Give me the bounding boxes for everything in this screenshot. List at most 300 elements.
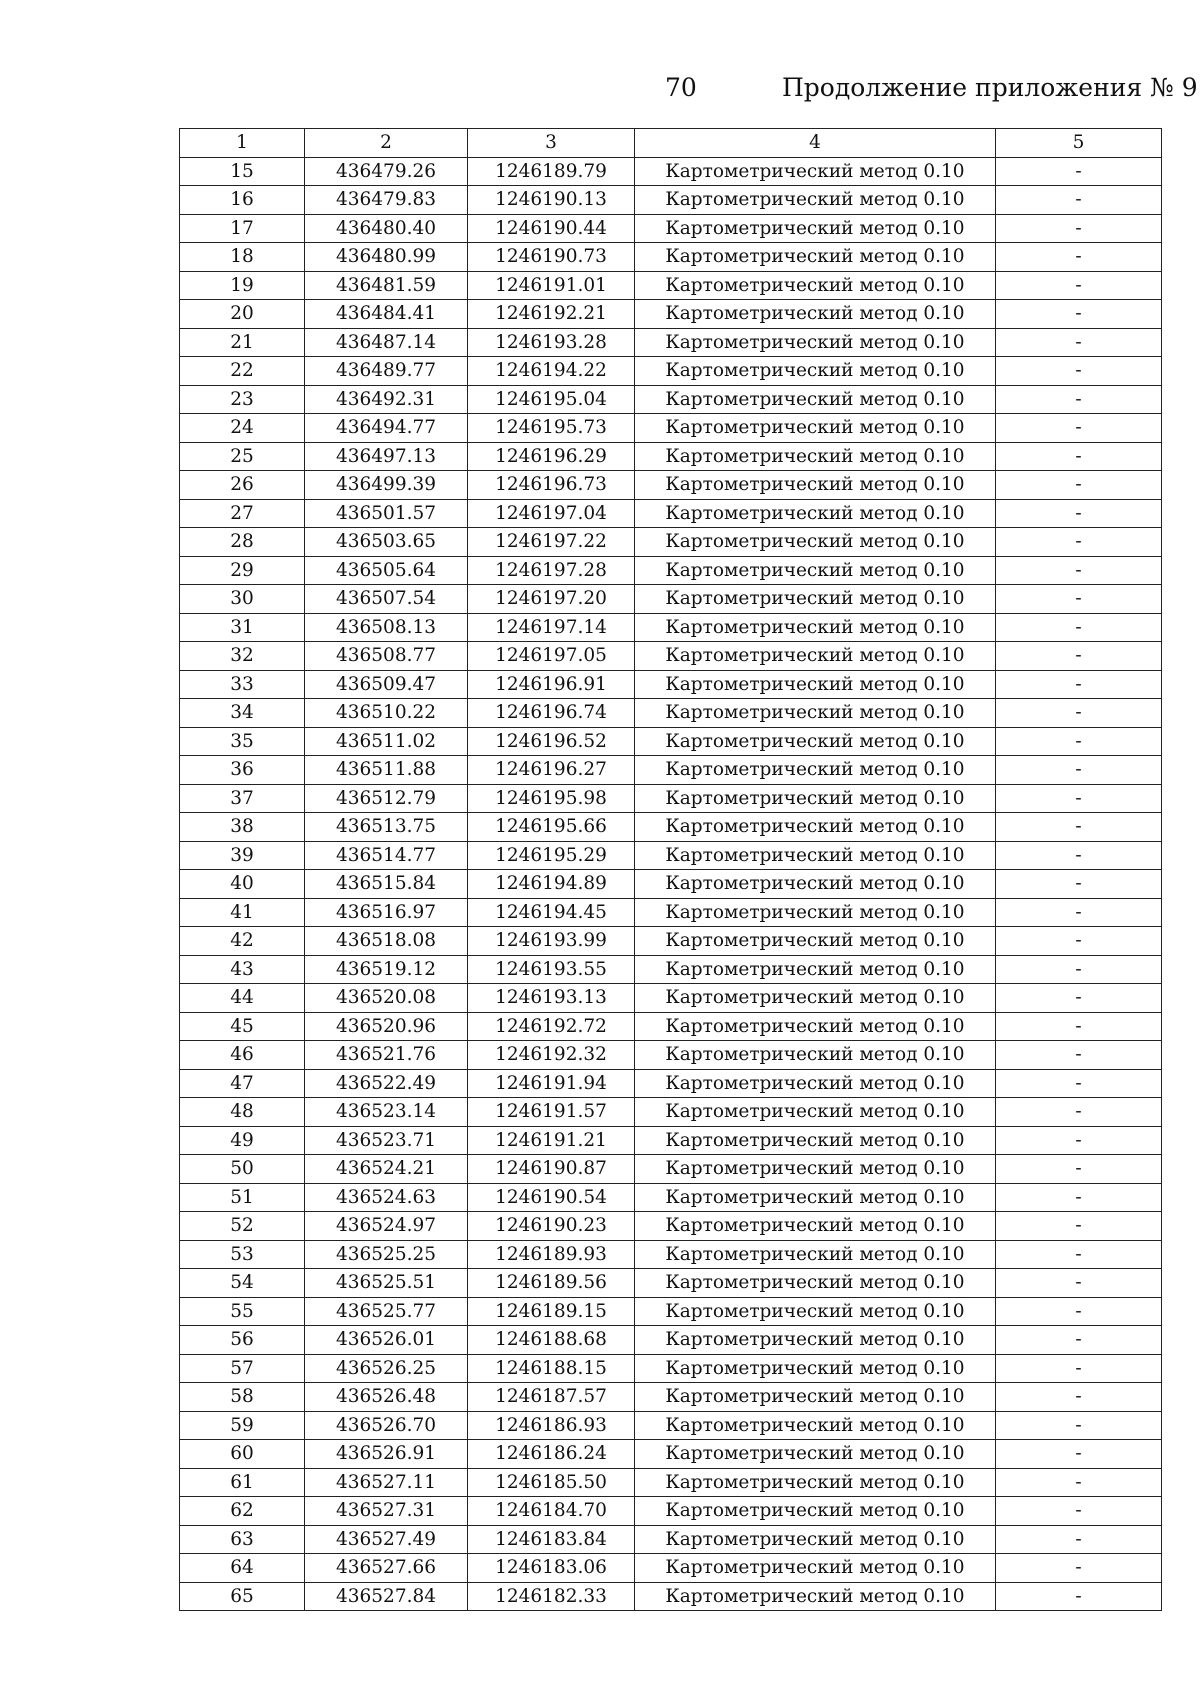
table-row (180, 898, 1162, 927)
table-row (180, 1383, 1162, 1412)
point-number-cell: 18 (180, 243, 305, 272)
y-coordinate-cell: 1246190.73 (468, 243, 635, 272)
point-number-cell: 35 (180, 727, 305, 756)
table-row (180, 813, 1162, 842)
y-coordinate-cell: 1246185.50 (468, 1468, 635, 1497)
table-row (180, 870, 1162, 899)
table-row (180, 756, 1162, 785)
method-cell: Картометрический метод 0.10 (635, 499, 996, 528)
table-row (180, 727, 1162, 756)
point-number-cell: 32 (180, 642, 305, 671)
method-cell: Картометрический метод 0.10 (635, 670, 996, 699)
y-coordinate-cell: 1246193.28 (468, 328, 635, 357)
note-cell: - (996, 442, 1162, 471)
x-coordinate-cell: 436524.97 (305, 1212, 468, 1241)
x-coordinate-cell: 436507.54 (305, 585, 468, 614)
x-coordinate-cell: 436511.02 (305, 727, 468, 756)
y-coordinate-cell: 1246195.04 (468, 385, 635, 414)
table-row (180, 300, 1162, 329)
x-coordinate-cell: 436524.21 (305, 1155, 468, 1184)
point-number-cell: 59 (180, 1411, 305, 1440)
point-number-cell: 49 (180, 1126, 305, 1155)
point-number-cell: 16 (180, 186, 305, 215)
page-header (665, 68, 1198, 108)
point-number-cell: 46 (180, 1041, 305, 1070)
table-row (180, 1098, 1162, 1127)
x-coordinate-cell: 436480.99 (305, 243, 468, 272)
table-row (180, 528, 1162, 557)
note-cell: - (996, 1383, 1162, 1412)
x-coordinate-cell: 436514.77 (305, 841, 468, 870)
table-row (180, 1497, 1162, 1526)
page-number: 70 (665, 73, 697, 102)
note-cell: - (996, 1554, 1162, 1583)
point-number-cell: 31 (180, 613, 305, 642)
table-row (180, 1468, 1162, 1497)
point-number-cell: 62 (180, 1497, 305, 1526)
method-cell: Картометрический метод 0.10 (635, 157, 996, 186)
y-coordinate-cell: 1246197.28 (468, 556, 635, 585)
point-number-cell: 55 (180, 1297, 305, 1326)
x-coordinate-cell: 436492.31 (305, 385, 468, 414)
column-header-2: 2 (305, 129, 468, 158)
point-number-cell: 53 (180, 1240, 305, 1269)
y-coordinate-cell: 1246191.01 (468, 271, 635, 300)
x-coordinate-cell: 436479.83 (305, 186, 468, 215)
point-number-cell: 21 (180, 328, 305, 357)
method-cell: Картометрический метод 0.10 (635, 1354, 996, 1383)
point-number-cell: 50 (180, 1155, 305, 1184)
table-row (180, 1554, 1162, 1583)
table-row (180, 613, 1162, 642)
table-row (180, 642, 1162, 671)
x-coordinate-cell: 436520.96 (305, 1012, 468, 1041)
note-cell: - (996, 1183, 1162, 1212)
column-header-1: 1 (180, 129, 305, 158)
note-cell: - (996, 841, 1162, 870)
table-row (180, 243, 1162, 272)
y-coordinate-cell: 1246190.54 (468, 1183, 635, 1212)
method-cell: Картометрический метод 0.10 (635, 756, 996, 785)
point-number-cell: 15 (180, 157, 305, 186)
table-row (180, 214, 1162, 243)
table-row (180, 414, 1162, 443)
table-row (180, 1269, 1162, 1298)
method-cell: Картометрический метод 0.10 (635, 442, 996, 471)
y-coordinate-cell: 1246190.87 (468, 1155, 635, 1184)
point-number-cell: 52 (180, 1212, 305, 1241)
x-coordinate-cell: 436526.25 (305, 1354, 468, 1383)
method-cell: Картометрический метод 0.10 (635, 1155, 996, 1184)
y-coordinate-cell: 1246188.15 (468, 1354, 635, 1383)
note-cell: - (996, 300, 1162, 329)
x-coordinate-cell: 436526.48 (305, 1383, 468, 1412)
note-cell: - (996, 328, 1162, 357)
table-row (180, 1212, 1162, 1241)
method-cell: Картометрический метод 0.10 (635, 186, 996, 215)
point-number-cell: 39 (180, 841, 305, 870)
method-cell: Картометрический метод 0.10 (635, 1012, 996, 1041)
point-number-cell: 28 (180, 528, 305, 557)
table-row (180, 1155, 1162, 1184)
x-coordinate-cell: 436487.14 (305, 328, 468, 357)
note-cell: - (996, 1240, 1162, 1269)
y-coordinate-cell: 1246191.94 (468, 1069, 635, 1098)
x-coordinate-cell: 436526.91 (305, 1440, 468, 1469)
x-coordinate-cell: 436508.77 (305, 642, 468, 671)
point-number-cell: 65 (180, 1582, 305, 1611)
point-number-cell: 33 (180, 670, 305, 699)
x-coordinate-cell: 436520.08 (305, 984, 468, 1013)
x-coordinate-cell: 436525.25 (305, 1240, 468, 1269)
note-cell: - (996, 214, 1162, 243)
column-header-3: 3 (468, 129, 635, 158)
note-cell: - (996, 499, 1162, 528)
table-row (180, 1354, 1162, 1383)
x-coordinate-cell: 436480.40 (305, 214, 468, 243)
y-coordinate-cell: 1246196.52 (468, 727, 635, 756)
point-number-cell: 57 (180, 1354, 305, 1383)
note-cell: - (996, 984, 1162, 1013)
y-coordinate-cell: 1246187.57 (468, 1383, 635, 1412)
point-number-cell: 25 (180, 442, 305, 471)
table-row (180, 1411, 1162, 1440)
point-number-cell: 54 (180, 1269, 305, 1298)
method-cell: Картометрический метод 0.10 (635, 927, 996, 956)
y-coordinate-cell: 1246193.13 (468, 984, 635, 1013)
y-coordinate-cell: 1246196.27 (468, 756, 635, 785)
y-coordinate-cell: 1246189.79 (468, 157, 635, 186)
note-cell: - (996, 1582, 1162, 1611)
note-cell: - (996, 1126, 1162, 1155)
y-coordinate-cell: 1246190.44 (468, 214, 635, 243)
method-cell: Картометрический метод 0.10 (635, 642, 996, 671)
method-cell: Картометрический метод 0.10 (635, 1069, 996, 1098)
table-row (180, 1326, 1162, 1355)
y-coordinate-cell: 1246192.21 (468, 300, 635, 329)
method-cell: Картометрический метод 0.10 (635, 300, 996, 329)
x-coordinate-cell: 436509.47 (305, 670, 468, 699)
method-cell: Картометрический метод 0.10 (635, 214, 996, 243)
y-coordinate-cell: 1246193.55 (468, 955, 635, 984)
x-coordinate-cell: 436527.66 (305, 1554, 468, 1583)
note-cell: - (996, 727, 1162, 756)
point-number-cell: 37 (180, 784, 305, 813)
note-cell: - (996, 784, 1162, 813)
point-number-cell: 61 (180, 1468, 305, 1497)
note-cell: - (996, 556, 1162, 585)
note-cell: - (996, 1269, 1162, 1298)
table-body (180, 157, 1162, 1611)
method-cell: Картометрический метод 0.10 (635, 813, 996, 842)
note-cell: - (996, 1354, 1162, 1383)
point-number-cell: 34 (180, 699, 305, 728)
y-coordinate-cell: 1246189.93 (468, 1240, 635, 1269)
point-number-cell: 56 (180, 1326, 305, 1355)
method-cell: Картометрический метод 0.10 (635, 556, 996, 585)
method-cell: Картометрический метод 0.10 (635, 1497, 996, 1526)
method-cell: Картометрический метод 0.10 (635, 1183, 996, 1212)
x-coordinate-cell: 436505.64 (305, 556, 468, 585)
table-header (180, 129, 1162, 158)
table-header-row (180, 129, 1162, 158)
point-number-cell: 48 (180, 1098, 305, 1127)
y-coordinate-cell: 1246191.21 (468, 1126, 635, 1155)
note-cell: - (996, 357, 1162, 386)
x-coordinate-cell: 436523.14 (305, 1098, 468, 1127)
method-cell: Картометрический метод 0.10 (635, 243, 996, 272)
y-coordinate-cell: 1246195.66 (468, 813, 635, 842)
table-row (180, 1525, 1162, 1554)
method-cell: Картометрический метод 0.10 (635, 1098, 996, 1127)
table-row (180, 1440, 1162, 1469)
method-cell: Картометрический метод 0.10 (635, 1383, 996, 1412)
method-cell: Картометрический метод 0.10 (635, 1041, 996, 1070)
point-number-cell: 22 (180, 357, 305, 386)
table-row (180, 984, 1162, 1013)
y-coordinate-cell: 1246196.91 (468, 670, 635, 699)
method-cell: Картометрический метод 0.10 (635, 1126, 996, 1155)
x-coordinate-cell: 436526.70 (305, 1411, 468, 1440)
point-number-cell: 17 (180, 214, 305, 243)
table-row (180, 841, 1162, 870)
table-row (180, 1297, 1162, 1326)
method-cell: Картометрический метод 0.10 (635, 784, 996, 813)
note-cell: - (996, 414, 1162, 443)
method-cell: Картометрический метод 0.10 (635, 699, 996, 728)
method-cell: Картометрический метод 0.10 (635, 1468, 996, 1497)
note-cell: - (996, 385, 1162, 414)
x-coordinate-cell: 436513.75 (305, 813, 468, 842)
table-row (180, 670, 1162, 699)
table-row (180, 1183, 1162, 1212)
note-cell: - (996, 1155, 1162, 1184)
point-number-cell: 42 (180, 927, 305, 956)
y-coordinate-cell: 1246197.05 (468, 642, 635, 671)
note-cell: - (996, 642, 1162, 671)
method-cell: Картометрический метод 0.10 (635, 357, 996, 386)
y-coordinate-cell: 1246194.45 (468, 898, 635, 927)
point-number-cell: 44 (180, 984, 305, 1013)
note-cell: - (996, 1326, 1162, 1355)
note-cell: - (996, 1212, 1162, 1241)
method-cell: Картометрический метод 0.10 (635, 870, 996, 899)
y-coordinate-cell: 1246196.74 (468, 699, 635, 728)
table-row (180, 955, 1162, 984)
x-coordinate-cell: 436523.71 (305, 1126, 468, 1155)
note-cell: - (996, 613, 1162, 642)
note-cell: - (996, 471, 1162, 500)
table-row (180, 328, 1162, 357)
method-cell: Картометрический метод 0.10 (635, 585, 996, 614)
note-cell: - (996, 1468, 1162, 1497)
x-coordinate-cell: 436512.79 (305, 784, 468, 813)
point-number-cell: 64 (180, 1554, 305, 1583)
point-number-cell: 23 (180, 385, 305, 414)
y-coordinate-cell: 1246192.72 (468, 1012, 635, 1041)
table-row (180, 499, 1162, 528)
method-cell: Картометрический метод 0.10 (635, 1297, 996, 1326)
note-cell: - (996, 243, 1162, 272)
method-cell: Картометрический метод 0.10 (635, 841, 996, 870)
method-cell: Картометрический метод 0.10 (635, 1269, 996, 1298)
note-cell: - (996, 1098, 1162, 1127)
method-cell: Картометрический метод 0.10 (635, 1240, 996, 1269)
method-cell: Картометрический метод 0.10 (635, 328, 996, 357)
point-number-cell: 40 (180, 870, 305, 899)
note-cell: - (996, 756, 1162, 785)
note-cell: - (996, 813, 1162, 842)
note-cell: - (996, 699, 1162, 728)
table-row (180, 471, 1162, 500)
note-cell: - (996, 1497, 1162, 1526)
method-cell: Картометрический метод 0.10 (635, 385, 996, 414)
note-cell: - (996, 955, 1162, 984)
y-coordinate-cell: 1246189.15 (468, 1297, 635, 1326)
point-number-cell: 19 (180, 271, 305, 300)
table-row (180, 385, 1162, 414)
note-cell: - (996, 1440, 1162, 1469)
x-coordinate-cell: 436479.26 (305, 157, 468, 186)
y-coordinate-cell: 1246197.14 (468, 613, 635, 642)
x-coordinate-cell: 436526.01 (305, 1326, 468, 1355)
note-cell: - (996, 1411, 1162, 1440)
note-cell: - (996, 1041, 1162, 1070)
note-cell: - (996, 898, 1162, 927)
point-number-cell: 24 (180, 414, 305, 443)
table-row (180, 357, 1162, 386)
table-row (180, 699, 1162, 728)
method-cell: Картометрический метод 0.10 (635, 955, 996, 984)
note-cell: - (996, 1297, 1162, 1326)
note-cell: - (996, 927, 1162, 956)
method-cell: Картометрический метод 0.10 (635, 1212, 996, 1241)
table-row (180, 157, 1162, 186)
x-coordinate-cell: 436501.57 (305, 499, 468, 528)
note-cell: - (996, 528, 1162, 557)
table-row (180, 1012, 1162, 1041)
table-row (180, 1041, 1162, 1070)
method-cell: Картометрический метод 0.10 (635, 271, 996, 300)
method-cell: Картометрический метод 0.10 (635, 1326, 996, 1355)
y-coordinate-cell: 1246183.06 (468, 1554, 635, 1583)
table-row (180, 784, 1162, 813)
method-cell: Картометрический метод 0.10 (635, 1525, 996, 1554)
x-coordinate-cell: 436519.12 (305, 955, 468, 984)
note-cell: - (996, 1069, 1162, 1098)
table-row (180, 271, 1162, 300)
x-coordinate-cell: 436516.97 (305, 898, 468, 927)
note-cell: - (996, 157, 1162, 186)
y-coordinate-cell: 1246194.89 (468, 870, 635, 899)
method-cell: Картометрический метод 0.10 (635, 727, 996, 756)
table-row (180, 927, 1162, 956)
x-coordinate-cell: 436515.84 (305, 870, 468, 899)
note-cell: - (996, 1012, 1162, 1041)
x-coordinate-cell: 436494.77 (305, 414, 468, 443)
y-coordinate-cell: 1246194.22 (468, 357, 635, 386)
note-cell: - (996, 670, 1162, 699)
x-coordinate-cell: 436510.22 (305, 699, 468, 728)
page-title: Продолжение приложения № 9 (782, 73, 1198, 102)
x-coordinate-cell: 436527.84 (305, 1582, 468, 1611)
y-coordinate-cell: 1246191.57 (468, 1098, 635, 1127)
x-coordinate-cell: 436522.49 (305, 1069, 468, 1098)
y-coordinate-cell: 1246183.84 (468, 1525, 635, 1554)
point-number-cell: 63 (180, 1525, 305, 1554)
point-number-cell: 30 (180, 585, 305, 614)
table-row (180, 1126, 1162, 1155)
method-cell: Картометрический метод 0.10 (635, 613, 996, 642)
point-number-cell: 27 (180, 499, 305, 528)
coordinates-table (179, 128, 1162, 1611)
table-row (180, 585, 1162, 614)
y-coordinate-cell: 1246189.56 (468, 1269, 635, 1298)
y-coordinate-cell: 1246196.29 (468, 442, 635, 471)
x-coordinate-cell: 436525.77 (305, 1297, 468, 1326)
method-cell: Картометрический метод 0.10 (635, 1440, 996, 1469)
method-cell: Картометрический метод 0.10 (635, 1582, 996, 1611)
point-number-cell: 43 (180, 955, 305, 984)
x-coordinate-cell: 436521.76 (305, 1041, 468, 1070)
method-cell: Картометрический метод 0.10 (635, 898, 996, 927)
table-row (180, 1069, 1162, 1098)
y-coordinate-cell: 1246186.93 (468, 1411, 635, 1440)
table-row (180, 442, 1162, 471)
x-coordinate-cell: 436511.88 (305, 756, 468, 785)
point-number-cell: 60 (180, 1440, 305, 1469)
y-coordinate-cell: 1246190.23 (468, 1212, 635, 1241)
point-number-cell: 36 (180, 756, 305, 785)
column-header-4: 4 (635, 129, 996, 158)
y-coordinate-cell: 1246196.73 (468, 471, 635, 500)
y-coordinate-cell: 1246195.98 (468, 784, 635, 813)
y-coordinate-cell: 1246195.73 (468, 414, 635, 443)
x-coordinate-cell: 436524.63 (305, 1183, 468, 1212)
note-cell: - (996, 1525, 1162, 1554)
x-coordinate-cell: 436499.39 (305, 471, 468, 500)
point-number-cell: 38 (180, 813, 305, 842)
y-coordinate-cell: 1246197.20 (468, 585, 635, 614)
x-coordinate-cell: 436518.08 (305, 927, 468, 956)
x-coordinate-cell: 436527.31 (305, 1497, 468, 1526)
y-coordinate-cell: 1246186.24 (468, 1440, 635, 1469)
y-coordinate-cell: 1246193.99 (468, 927, 635, 956)
table-row (180, 556, 1162, 585)
note-cell: - (996, 186, 1162, 215)
column-header-5: 5 (996, 129, 1162, 158)
note-cell: - (996, 271, 1162, 300)
method-cell: Картометрический метод 0.10 (635, 528, 996, 557)
x-coordinate-cell: 436484.41 (305, 300, 468, 329)
method-cell: Картометрический метод 0.10 (635, 414, 996, 443)
x-coordinate-cell: 436497.13 (305, 442, 468, 471)
method-cell: Картометрический метод 0.10 (635, 1411, 996, 1440)
point-number-cell: 41 (180, 898, 305, 927)
y-coordinate-cell: 1246188.68 (468, 1326, 635, 1355)
point-number-cell: 20 (180, 300, 305, 329)
y-coordinate-cell: 1246195.29 (468, 841, 635, 870)
method-cell: Картометрический метод 0.10 (635, 471, 996, 500)
x-coordinate-cell: 436527.49 (305, 1525, 468, 1554)
note-cell: - (996, 585, 1162, 614)
y-coordinate-cell: 1246192.32 (468, 1041, 635, 1070)
method-cell: Картометрический метод 0.10 (635, 984, 996, 1013)
x-coordinate-cell: 436481.59 (305, 271, 468, 300)
note-cell: - (996, 870, 1162, 899)
point-number-cell: 51 (180, 1183, 305, 1212)
method-cell: Картометрический метод 0.10 (635, 1554, 996, 1583)
